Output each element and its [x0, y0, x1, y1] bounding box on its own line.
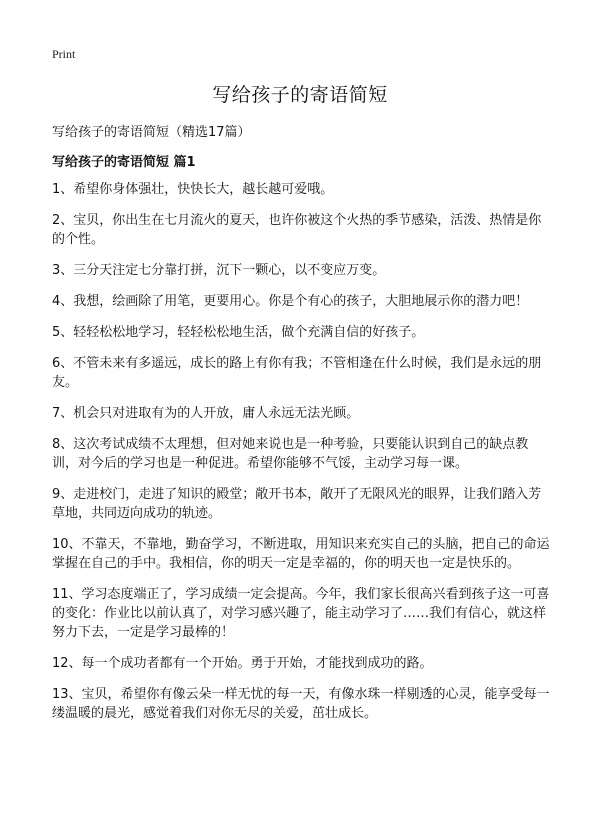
list-item: 3、三分天注定七分靠打拼，沉下一颗心，以不变应万变。	[52, 263, 386, 278]
document-subtitle: 写给孩子的寄语简短（精选17篇）	[52, 125, 251, 140]
page-title: 写给孩子的寄语简短	[212, 84, 388, 106]
list-item: 7、机会只对进取有为的人开放，庸人永远无法光顾。	[52, 406, 360, 421]
list-item: 8、这次考试成绩不太理想，但对她来说也是一种考验，只要能认识到自己的缺点教训，对今后的学习也是一种促进。希望你能够不气馁，主动学习每一课。	[52, 437, 529, 471]
list-item: 9、走进校门，走进了知识的殿堂；敞开书本，敞开了无限风光的眼界，让我们踏入芳草地，共同迈向成功的轨迹。	[52, 487, 542, 521]
list-item: 13、宝贝，希望你有像云朵一样无忧的每一天，有像水珠一样剔透的心灵，能享受每一缕温暖的晨光，感觉着我们对你无尽的关爱，茁壮成长。	[52, 687, 550, 721]
list-item: 10、不靠天，不靠地，勤奋学习，不断进取，用知识来充实自己的头脑，把自己的命运掌握在自己的手中。我相信，你的明天一定是幸福的，你的明天也一定是快乐的。	[52, 537, 550, 571]
list-item: 11、学习态度端正了，学习成绩一定会提高。今年，我们家长很高兴看到孩子这一可喜的变化：作业比以前认真了，对学习感兴趣了，能主动学习了……我们有信心，就这样努力下去，一定是学习最棒的！	[52, 587, 550, 640]
section-heading: 写给孩子的寄语简短 篇1	[52, 155, 196, 170]
list-item: 4、我想，绘画除了用笔，更要用心。你是个有心的孩子，大胆地展示你的潜力吧！	[52, 294, 529, 309]
list-item: 2、宝贝，你出生在七月流火的夏天，也许你被这个火热的季节感染，活泼、热情是你的个性。	[52, 213, 542, 247]
list-item: 12、每一个成功者都有一个开始。勇于开始，才能找到成功的路。	[52, 656, 433, 671]
list-item: 1、希望你身体强壮，快快长大，越长越可爱哦。	[52, 182, 334, 197]
list-item: 5、轻轻松松地学习，轻轻松松地生活，做个充满自信的好孩子。	[52, 325, 425, 340]
list-item: 6、不管未来有多遥远，成长的路上有你有我；不管相逢在什么时候，我们是永远的朋友。	[52, 356, 542, 390]
message-list	[52, 180, 552, 735]
print-link[interactable]: Print	[52, 47, 76, 61]
